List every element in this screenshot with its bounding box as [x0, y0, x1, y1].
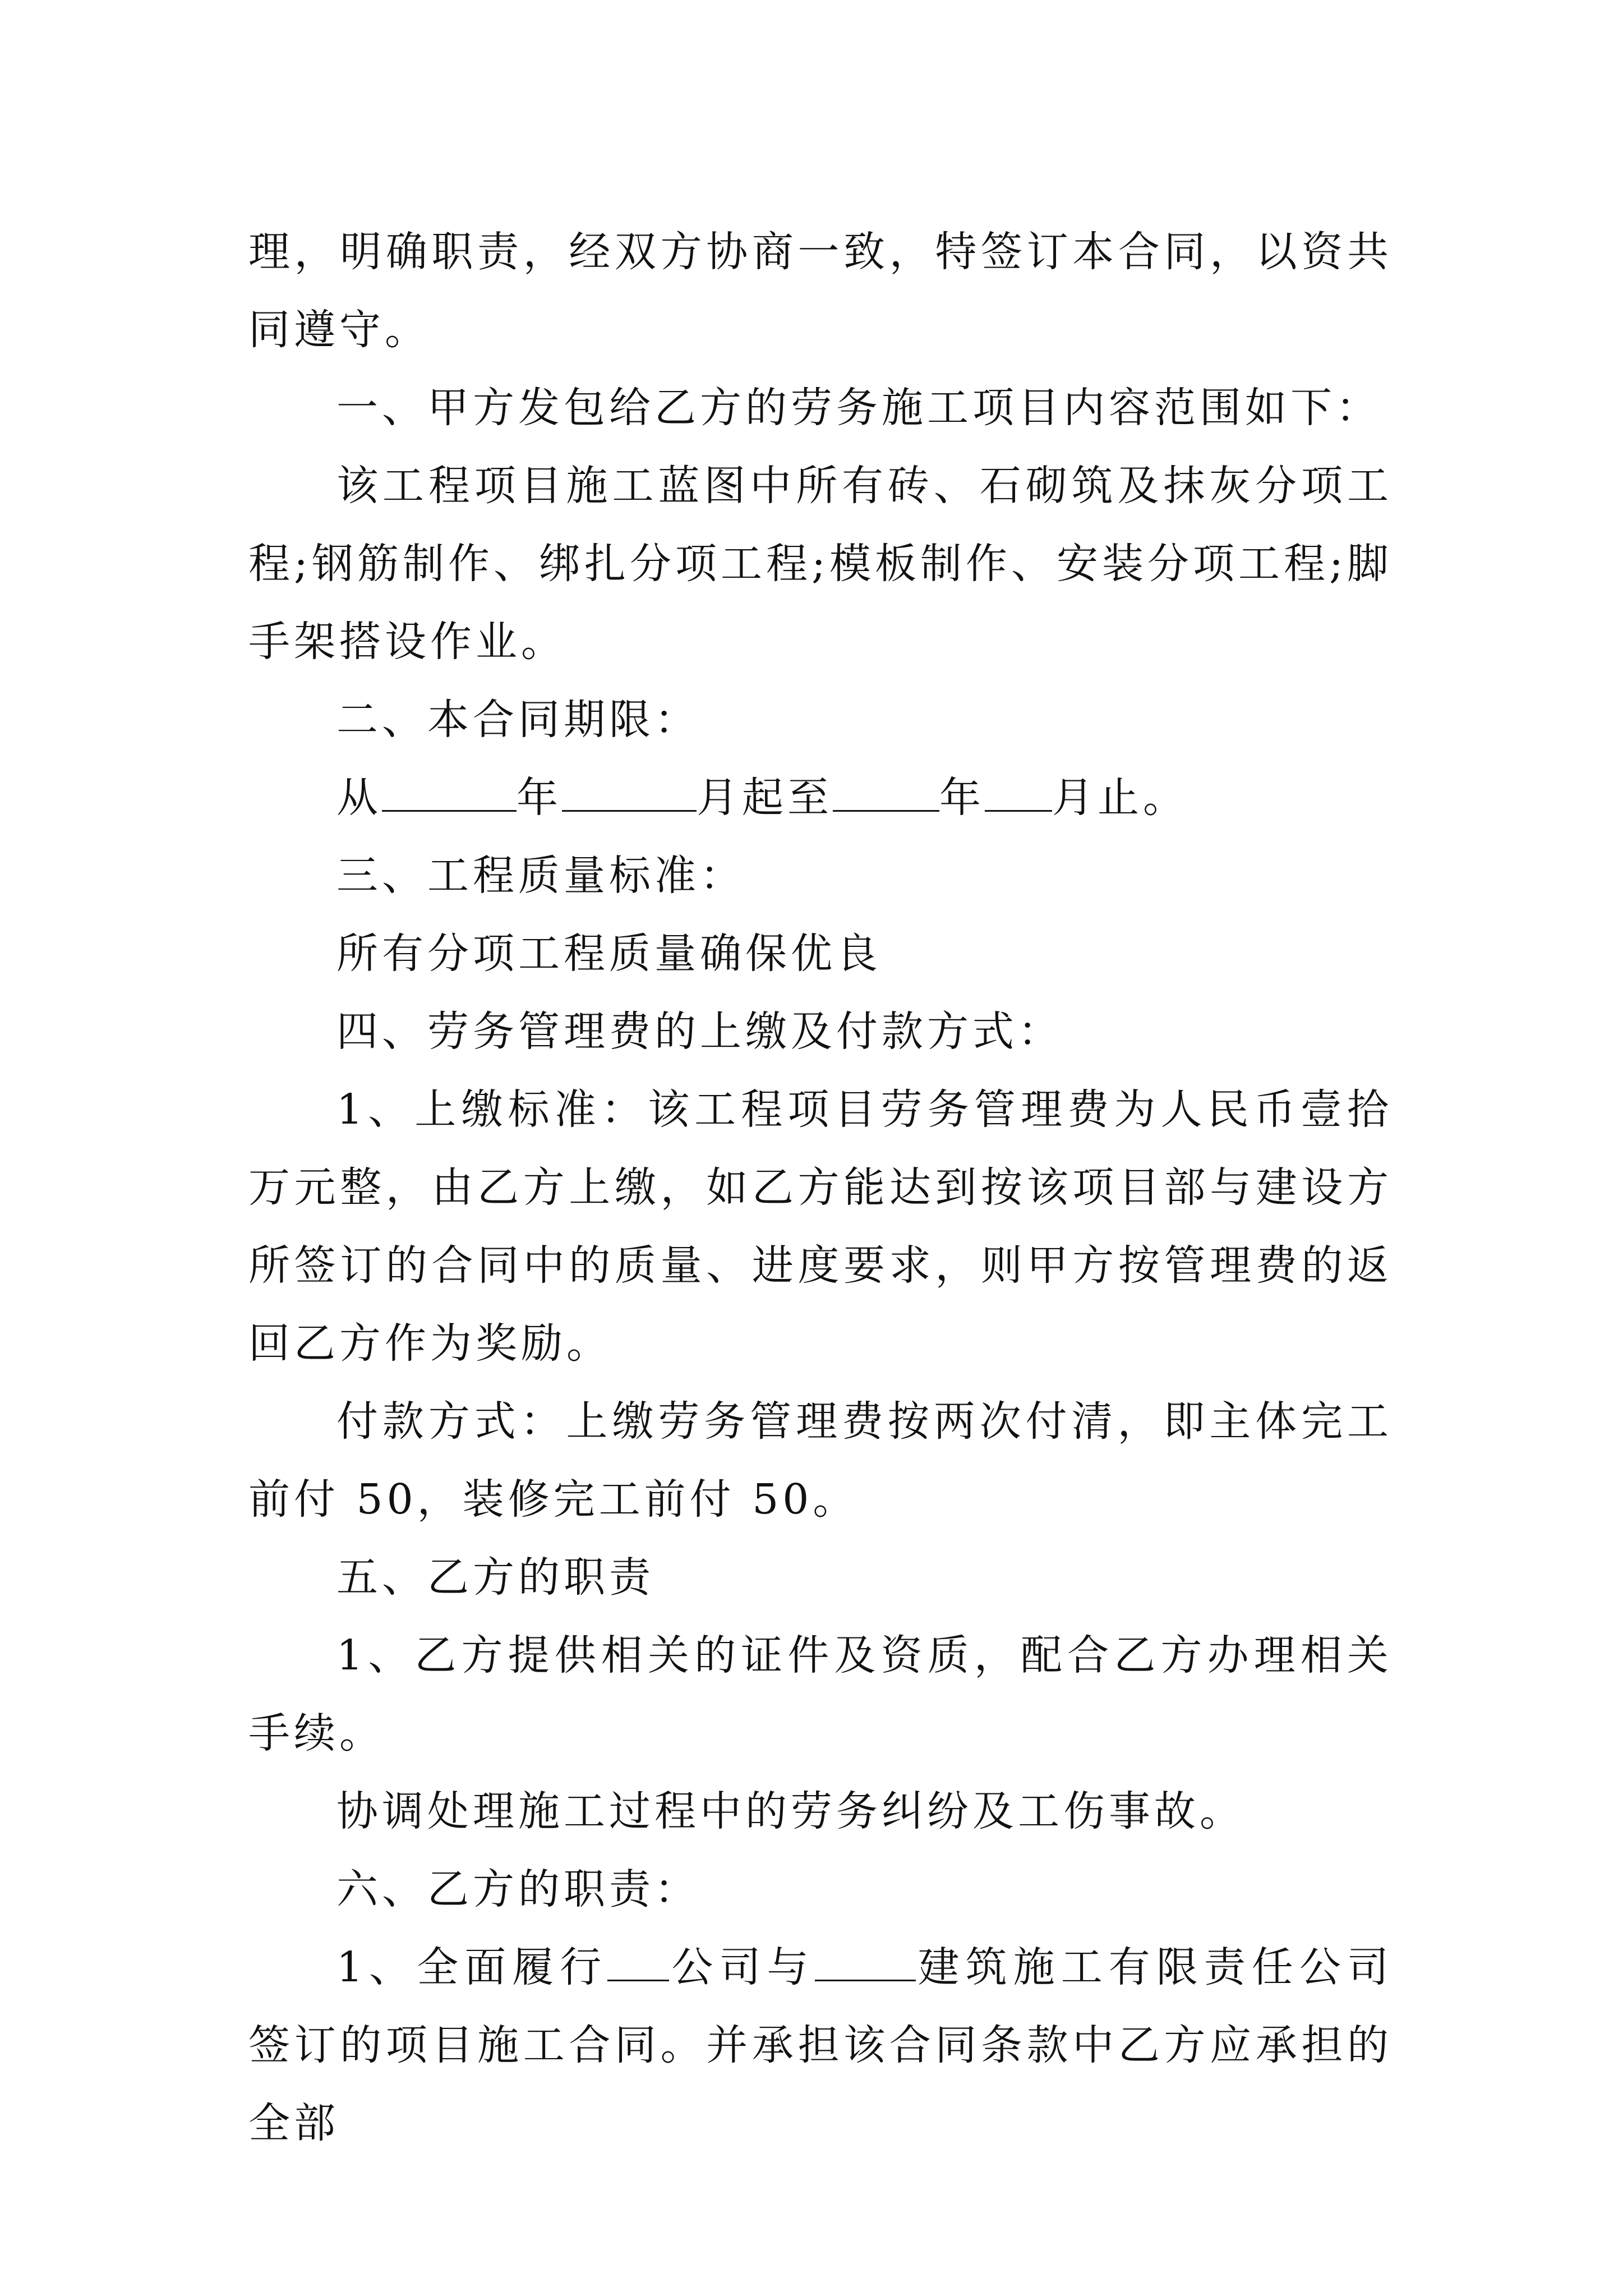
section-5-item-1: 1、乙方提供相关的证件及资质，配合乙方办理相关手续。	[248, 1631, 1393, 1757]
section-4-payment-method: 付款方式：上缴劳务管理费按两次付清，即主体完工前付 50，装修完工前付 50。	[248, 1397, 1393, 1524]
company-a-blank	[607, 1945, 669, 1981]
period-from-label: 从	[336, 774, 382, 822]
period-month1-label: 月起至	[697, 774, 833, 822]
item-rest-text: 建筑施工有限责任公司签订的项目施工合同。并承担该合同条款中乙方应承担的全部	[248, 1943, 1393, 2147]
contract-body	[248, 213, 1393, 2162]
section-1-content: 该工程项目施工蓝图中所有砖、石砌筑及抹灰分项工程;钢筋制作、绑扎分项工程;模板制作、安装分项工程;脚手架搭设作业。	[248, 462, 1393, 666]
section-3-heading: 三、工程质量标准：	[336, 852, 745, 900]
section-3-content: 所有分项工程质量确保优良	[336, 930, 882, 978]
section-2-heading: 二、本合同期限：	[336, 696, 700, 744]
period-year1-label: 年	[517, 774, 562, 822]
section-5-item-2: 协调处理施工过程中的劳务纠纷及工伤事故。	[336, 1787, 1245, 1835]
contract-period-line	[248, 759, 1393, 837]
year-end-blank	[833, 775, 939, 812]
month-start-blank	[562, 775, 697, 812]
section-5-heading: 五、乙方的职责	[336, 1553, 654, 1602]
section-4-heading: 四、劳务管理费的上缴及付款方式：	[336, 1007, 1063, 1056]
paragraph-continuation: 理，明确职责，经双方协商一致，特签订本合同，以资共同遵守。	[248, 228, 1393, 354]
section-6-item-1	[248, 1929, 1393, 2162]
year-start-blank	[382, 775, 517, 812]
section-1-heading: 一、甲方发包给乙方的劳务施工项目内容范围如下：	[336, 384, 1381, 432]
item-lead-text: 1、全面履行	[336, 1943, 608, 1991]
month-end-blank	[985, 775, 1052, 812]
section-6-heading: 六、乙方的职责：	[336, 1865, 700, 1913]
period-month2-label: 月止。	[1052, 774, 1188, 822]
company-b-blank	[815, 1945, 916, 1981]
period-year2-label: 年	[939, 774, 985, 822]
section-4-item-1: 1、上缴标准：该工程项目劳务管理费为人民币壹拾万元整，由乙方上缴，如乙方能达到按该项目部与建设方所签订的合同中的质量、进度要求，则甲方按管理费的返回乙方作为奖励。	[248, 1085, 1393, 1368]
company-connector-text: 公司与	[669, 1943, 815, 1991]
